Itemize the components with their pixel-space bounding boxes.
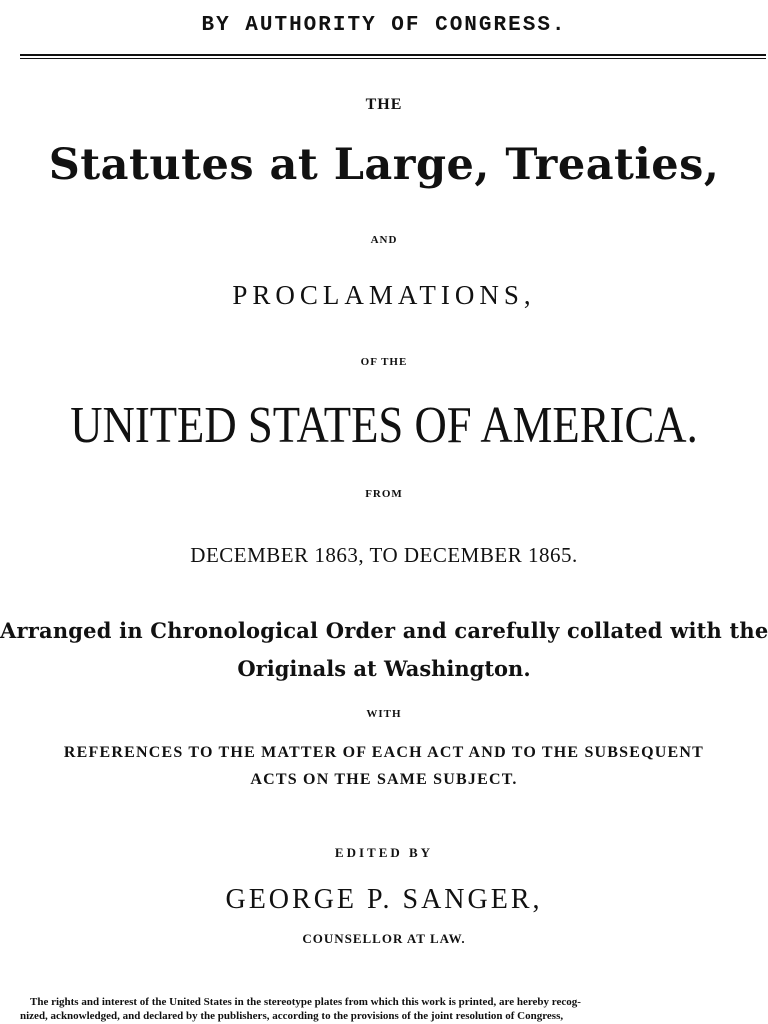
main-title: Statutes at Large, Treaties, xyxy=(48,140,720,190)
header-rule xyxy=(20,54,766,59)
title-of-the: OF THE xyxy=(360,356,408,368)
period-dates: DECEMBER 1863, TO DECEMBER 1865. xyxy=(190,543,578,567)
country-title: UNITED STATES OF AMERICA. xyxy=(70,397,698,454)
title-the: THE xyxy=(365,96,403,113)
proclamations-title: PROCLAMATIONS, xyxy=(232,280,536,310)
references-with: WITH xyxy=(366,708,402,720)
authority-heading: BY AUTHORITY OF CONGRESS. xyxy=(201,14,567,37)
references-line-2: ACTS ON THE SAME SUBJECT. xyxy=(250,771,518,788)
edited-by: EDITED BY xyxy=(334,845,434,860)
editor-name: GEORGE P. SANGER, xyxy=(225,884,543,915)
arrangement-line-1: Arranged in Chronological Order and carefully collated with the xyxy=(0,618,768,643)
title-and: AND xyxy=(370,234,398,246)
references-line-1: REFERENCES TO THE MATTER OF EACH ACT AND TO THE SUBSEQUENT xyxy=(63,744,705,761)
editor-title: COUNSELLOR AT LAW. xyxy=(302,931,466,946)
arrangement-line-2: Originals at Washington. xyxy=(237,656,531,681)
rights-notice-line-2: nized, acknowledged, and declared by the publishers, according to the provisions of the joint resolution of Congress, xyxy=(20,1010,564,1022)
period-from: FROM xyxy=(365,488,403,500)
rights-notice-line-1: The rights and interest of the United States in the stereotype plates from which this work is printed, are hereby recog- xyxy=(30,996,581,1008)
